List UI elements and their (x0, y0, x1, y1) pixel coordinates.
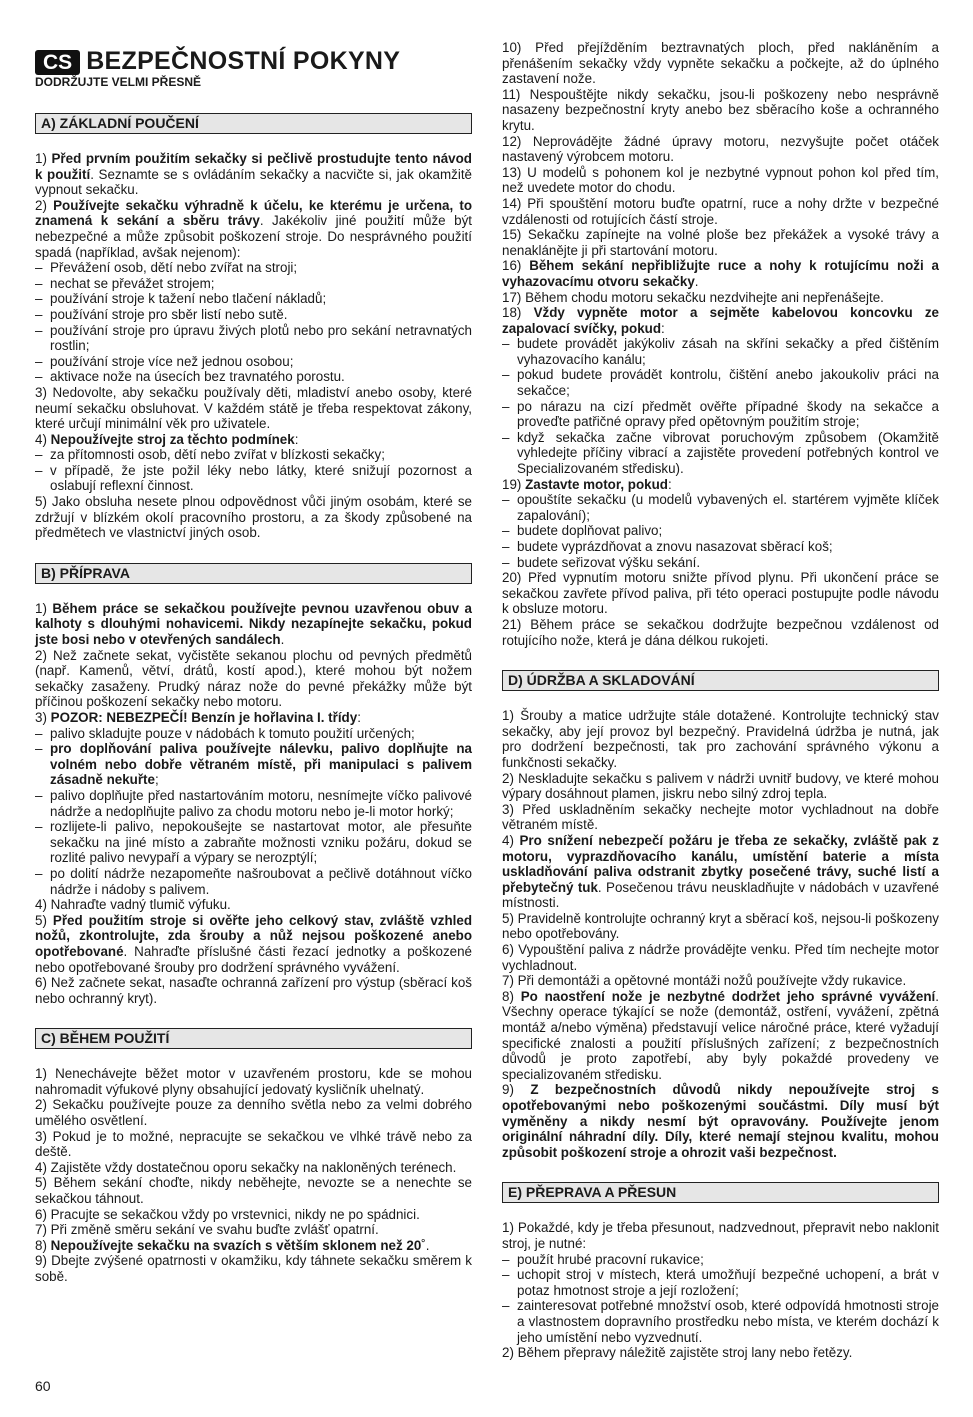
a-item-3: 3) Nedovolte, aby sekačku používaly děti, mladiství anebo osoby, které neumí sekačku obsluhovat. V každém státě je třeba respektovat zákony, které určují minimální věk pro uživatele. (35, 384, 472, 432)
section-d-heading: D) ÚDRŽBA A SKLADOVÁNÍ (502, 670, 939, 691)
c-item-16: 16) Během sekání nepřibližujte ruce a nohy k rotujícímu noži a vyhazovacímu otvoru sekačky. (502, 258, 939, 289)
c-item: 4) Zajistěte vždy dostatečnou oporu sekačky na nakloněných terénech. (35, 1159, 457, 1175)
c-item-21: 21) Během práce se sekačkou dodržujte bezpečnou vzdálenost od rotujícího nože, která je dána délkou rukojeti. (502, 616, 939, 648)
page-header (35, 46, 472, 78)
c-list-item: – opouštíte sekačku (u modelů vybavených el. startérem vyjměte klíček zapalování); (502, 492, 939, 523)
b-list-item: – palivo doplňujte před nastartováním motoru, nesnímejte víčko palivové nádrže a nedoplňujte palivo za chodu motoru nebo je-li motor horký; (35, 787, 472, 819)
a-list-item: – za přítomnosti osob, dětí nebo zvířat v blízkosti sekačky; (35, 447, 385, 463)
c-item: 6) Pracujte se sekačkou vždy po vrstevnici, nikdy ne po spádnici. (35, 1206, 420, 1222)
c-item: 13) U modelů s pohonem kol je nezbytné vypnout pohon kol před tím, než uvedete motor do chodu. (502, 164, 939, 196)
c-list-item: – budete seřizovat výšku sekání. (502, 554, 701, 570)
c-item: 15) Sekačku zapínejte na volné ploše bez překážek a vysoké trávy a nenaklánějte ji při startování motoru. (502, 227, 939, 258)
d-item-8: 8) Po naostření nože je nezbytné dodržet jeho správné vyvážení. Všechny operace týkající se nože (demontáž, ostření, vyvážení, zpětná montáž a/nebo výměna) představují velice náročné práce, které vyžadují specifické znalosti a použití příslušných zařízení; z bezpečnostních důvodů je proto zapotřebí, aby byly pokaždé provedeny ve specializovaném středisku. (502, 988, 939, 1082)
c-item: 3) Pokud je to možné, nepracujte se sekačkou ve vlhké trávě nebo za deště. (35, 1128, 472, 1160)
c-item-8: 8) Nepoužívejte sekačku na svazích s větším sklonem než 20˚. (35, 1237, 430, 1253)
right-column (502, 40, 939, 1361)
c-item-18: 18) Vždy vypněte motor a sejměte kabelovou koncovku ze zapalovací svíčky, pokud: (502, 305, 939, 336)
c-item: 12) Neprovádějte žádné úpravy motoru, nezvyšujte počet otáček nastavený výrobcem motoru. (502, 133, 939, 165)
c-list-item: – když sekačka začne vibrovat poruchovým způsobem (Okamžitě vyhledejte příčiny vibrací a zajistěte provedení potřebných kontrol ve Specializovaném středisku). (502, 429, 939, 477)
c-list-item: – budete vyprázdňovat a znovu nasazovat sběrací koš; (502, 539, 833, 554)
b-item-6: 6) Než začnete sekat, nasaďte ochranná zařízení pro výstup (sběrací koš nebo ochranný kryt). (35, 975, 472, 1006)
c-item: 5) Během sekání choďte, nikdy neběhejte, nevozte se a nenechte se sekačkou táhnout. (35, 1175, 472, 1207)
d-item: 5) Pravidelně kontrolujte ochranný kryt a sběrací koš, nejsou-li poškozeny nebo opotřebovány. (502, 910, 939, 942)
b-list-item: – rozlijete-li palivo, nepokoušejte se nastartovat motor, ale přesuňte sekačku na jiné místo a zabraňte možnosti vzniku požáru, dokud se rozlité palivo nevypaří a výpary se nerozptýlí; (35, 819, 472, 866)
c-list-item: – pokud budete provádět kontrolu, čištění anebo jakoukoliv práci na sekačce; (502, 367, 939, 399)
page-number: 60 (35, 1378, 51, 1394)
section-a-heading: A) ZÁKLADNÍ POUČENÍ (35, 113, 472, 134)
c-list-item: – po nárazu na cizí předmět ověřte případné škody na sekačce a proveďte patřičné opravy před opětovným použitím stroje; (502, 398, 939, 430)
e-item-2: 2) Během přepravy náležitě zajistěte stroj lany nebo řetězy. (502, 1345, 853, 1361)
e-list-item: – použít hrubé pracovní rukavice; (502, 1251, 704, 1267)
b-list-item: – pro doplňování paliva používejte nálevku, palivo doplňujte na volném nebo dobře větraném místě, při manipulaci s palivem zásadně nekuřte; (35, 741, 472, 788)
left-column (35, 46, 472, 1285)
c-item-10: 10) Před přejížděním beztravnatých ploch, před nakláněním a přenášením sekačky vždy vypněte sekačku a počkejte, až do úplného zastavení nože. (502, 40, 939, 87)
c-item: 1) Nenechávejte běžet motor v uzavřeném prostoru, kde se mohou nahromadit výfukové plyny obsahující jedovatý kysličník uhelnatý. (35, 1066, 472, 1097)
b-item-2: 2) Než začnete sekat, vyčistěte sekanou plochu od pevných předmětů (např. Kamenů, větví, drátů, kostí apod.), které mohou být nožem sekačky zasaženy. Prudký náraz nože do pevné překážky může být příčinou poškození sekačky nebo motoru. (35, 647, 472, 710)
b-item-4: 4) Nahraďte vadný tlumič výfuku. (35, 897, 231, 913)
c-item: 14) Při spouštění motoru buďte opatrní, ruce a nohy držte v bezpečné vzdálenosti od rotujících částí stroje. (502, 195, 939, 227)
c-item: 2) Sekačku používejte pouze za denního světla nebo za velmi dobrého umělého osvětlení. (35, 1097, 472, 1129)
a-list-item: – používání stroje více než jednou osobou; (35, 353, 294, 369)
d-item: 7) Při demontáži a opětovné montáži nožů používejte vždy rukavice. (502, 973, 907, 989)
e-item-1: 1) Pokaždé, kdy je třeba přesunout, nadzvednout, přepravit nebo naklonit stroj, je nutné: (502, 1220, 939, 1251)
page-subtitle: DODRŽUJTE VELMI PŘESNĚ (35, 75, 202, 89)
a-item-1: 1) Před prvním použitím sekačky si pečlivě prostudujte tento návod k použití. Seznamte se s ovládáním sekačky a nacvičte si, jak okamžitě vypnout sekačku. (35, 151, 472, 198)
a-list-item: – aktivace nože na úsecích bez travnatého porostu. (35, 369, 345, 385)
b-list-item: – palivo skladujte pouze v nádobách k tomuto použití určených; (35, 725, 415, 741)
b-item-5: 5) Před použitím stroje si ověřte jeho celkový stav, zvláště vzhled nožů, zkontrolujte, zda šrouby a nůž nejsou poškozené anebo opotřebované. Nahraďte příslušné části řezací jednotky a poškozené nebo opotřebované šrouby pro dodržení správného vyvážení. (35, 912, 472, 975)
a-list-item: – používání stroje pro sběr listí nebo sutě. (35, 306, 288, 322)
a-item-4: 4) Nepoužívejte stroj za těchto podmínek: (35, 431, 299, 447)
c-item-9: 9) Dbejte zvýšené opatrnosti v okamžiku, kdy táhnete sekačku směrem k sobě. (35, 1253, 472, 1284)
c-item-17: 17) Během chodu motoru sekačku nezdvihejte ani nepřenášejte. (502, 289, 884, 305)
b-list-item: – po dolití nádrže nezapomeňte našroubovat a pečlivě dotáhnout víčko nádrže i nádoby s palivem. (35, 865, 472, 897)
d-item: 2) Neskladujte sekačku s palivem v nádrži uvnitř budovy, ve které mohou výpary dosáhnout plamen, jiskru nebo silný zdroj tepla. (502, 770, 939, 802)
b-item-1: 1) Během práce se sekačkou používejte pevnou uzavřenou obuv a kalhoty s dlouhými nohavicemi. Nikdy nezapínejte sekačku, pokud jste bosi nebo v otevřených sandálech. (35, 600, 472, 648)
c-item-20: 20) Před vypnutím motoru snižte přívod plynu. Při ukončení práce se sekačkou zavřete přívod paliva, při této operaci postupujte podle návodu k obsluze motoru. (502, 570, 939, 617)
language-badge: CS (35, 50, 80, 75)
c-list-item: – budete doplňovat palivo; (502, 523, 663, 539)
d-item: 3) Před uskladněním sekačky nechejte motor vychladnout na dobře větraném místě. (502, 801, 939, 833)
a-list-item: – v případě, že jste požil léky nebo látky, které snižují pozornost a oslabují reflexní činnost. (35, 462, 472, 494)
c-item-19: 19) Zastavte motor, pokud: (502, 476, 672, 492)
d-item-4: 4) Pro snížení nebezpečí požáru je třeba ze sekačky, zvláště pak z motoru, vyprazdňovacího kanálu, umístění baterie a místa uskladňování paliva odstranit zbytky posečené trávy, suché listí a přebytečný tuk. Posečenou trávu neuskladňujte v nádobách v uzavřené místnosti. (502, 832, 939, 911)
e-list-item: – zainteresovat potřebné množství osob, které odpovídá hmotnosti stroje a vlastnostem dopravního prostředku nebo místa, ve kterém dochází k jeho umístění nebo vyzvednutí. (502, 1298, 939, 1345)
section-b-heading: B) PŘÍPRAVA (35, 563, 472, 584)
page-title: BEZPEČNOSTNÍ POKYNY (86, 47, 401, 76)
d-item: 6) Vypouštění paliva z nádrže provádějte venku. Před tím nechejte motor vychladnout. (502, 942, 939, 973)
e-list-item: – uchopit stroj v místech, která umožňují bezpečné uchopení, a brát v potaz hmotnost stroje a její rozložení; (502, 1267, 939, 1298)
section-c-heading: C) BĚHEM POUŽITÍ (35, 1028, 472, 1049)
c-item: 7) Při změně směru sekání ve svahu buďte zvlášť opatrní. (35, 1222, 379, 1238)
b-item-3: 3) POZOR: NEBEZPEČÍ! Benzín je hořlavina I. třídy: (35, 710, 361, 725)
section-e-heading: E) PŘEPRAVA A PŘESUN (502, 1182, 939, 1203)
a-list-item: – používání stroje pro úpravu živých plotů nebo pro sekání netravnatých rostlin; (35, 322, 472, 354)
a-list-item: – Převážení osob, dětí nebo zvířat na stroji; (35, 260, 298, 276)
a-item-5: 5) Jako obsluha nesete plnou odpovědnost vůči jiným osobám, které se zdržují v blízkém okolí pracovního prostoru, a za škody způsobené na předmětech ve vlastnictví jiných osob. (35, 494, 472, 541)
d-item: 1) Šrouby a matice udržujte stále dotažené. Kontrolujte technický stav sekačky, aby její provoz byl bezpečný. Pravidelná údržba je nutná, jak pro dodržení bezpečnosti, tak pro zachování správného výkonu a funkčnosti sekačky. (502, 708, 939, 770)
c-list-item: – budete provádět jakýkoliv zásah na skříni sekačky a před čištěním vyhazovacího kanálu; (502, 336, 939, 367)
a-list-item: – používání stroje k tažení nebo tlačení nákladů; (35, 291, 327, 307)
d-item-9: 9) Z bezpečnostních důvodů nikdy nepoužívejte stroj s opotřebovanými nebo poškozenými součástmi. Díly musí být vyměněny a nikdy nesmí být opravovány. Používejte jenom originální náhradní díly. Díly, které nemají stejnou kvalitu, mohou způsobit poškození stroje a ohrozit vaši bezpečnost. (502, 1082, 939, 1160)
a-item-2: 2) Používejte sekačku výhradně k účelu, ke kterému je určena, to znamená k sekání a sběru trávy. Jakékoliv jiné použití může být nebezpečné a může způsobit poškození stroje. Do nesprávného použití spadá (například, avšak nejenom): (35, 197, 472, 260)
a-list-item: – nechat se převážet strojem; (35, 275, 215, 291)
c-item: 11) Nespouštějte nikdy sekačku, jsou-li poškozeny nebo nesprávně nasazeny bezpečnostní kryty anebo bez sběracího koše a ochranného krytu. (502, 86, 939, 133)
